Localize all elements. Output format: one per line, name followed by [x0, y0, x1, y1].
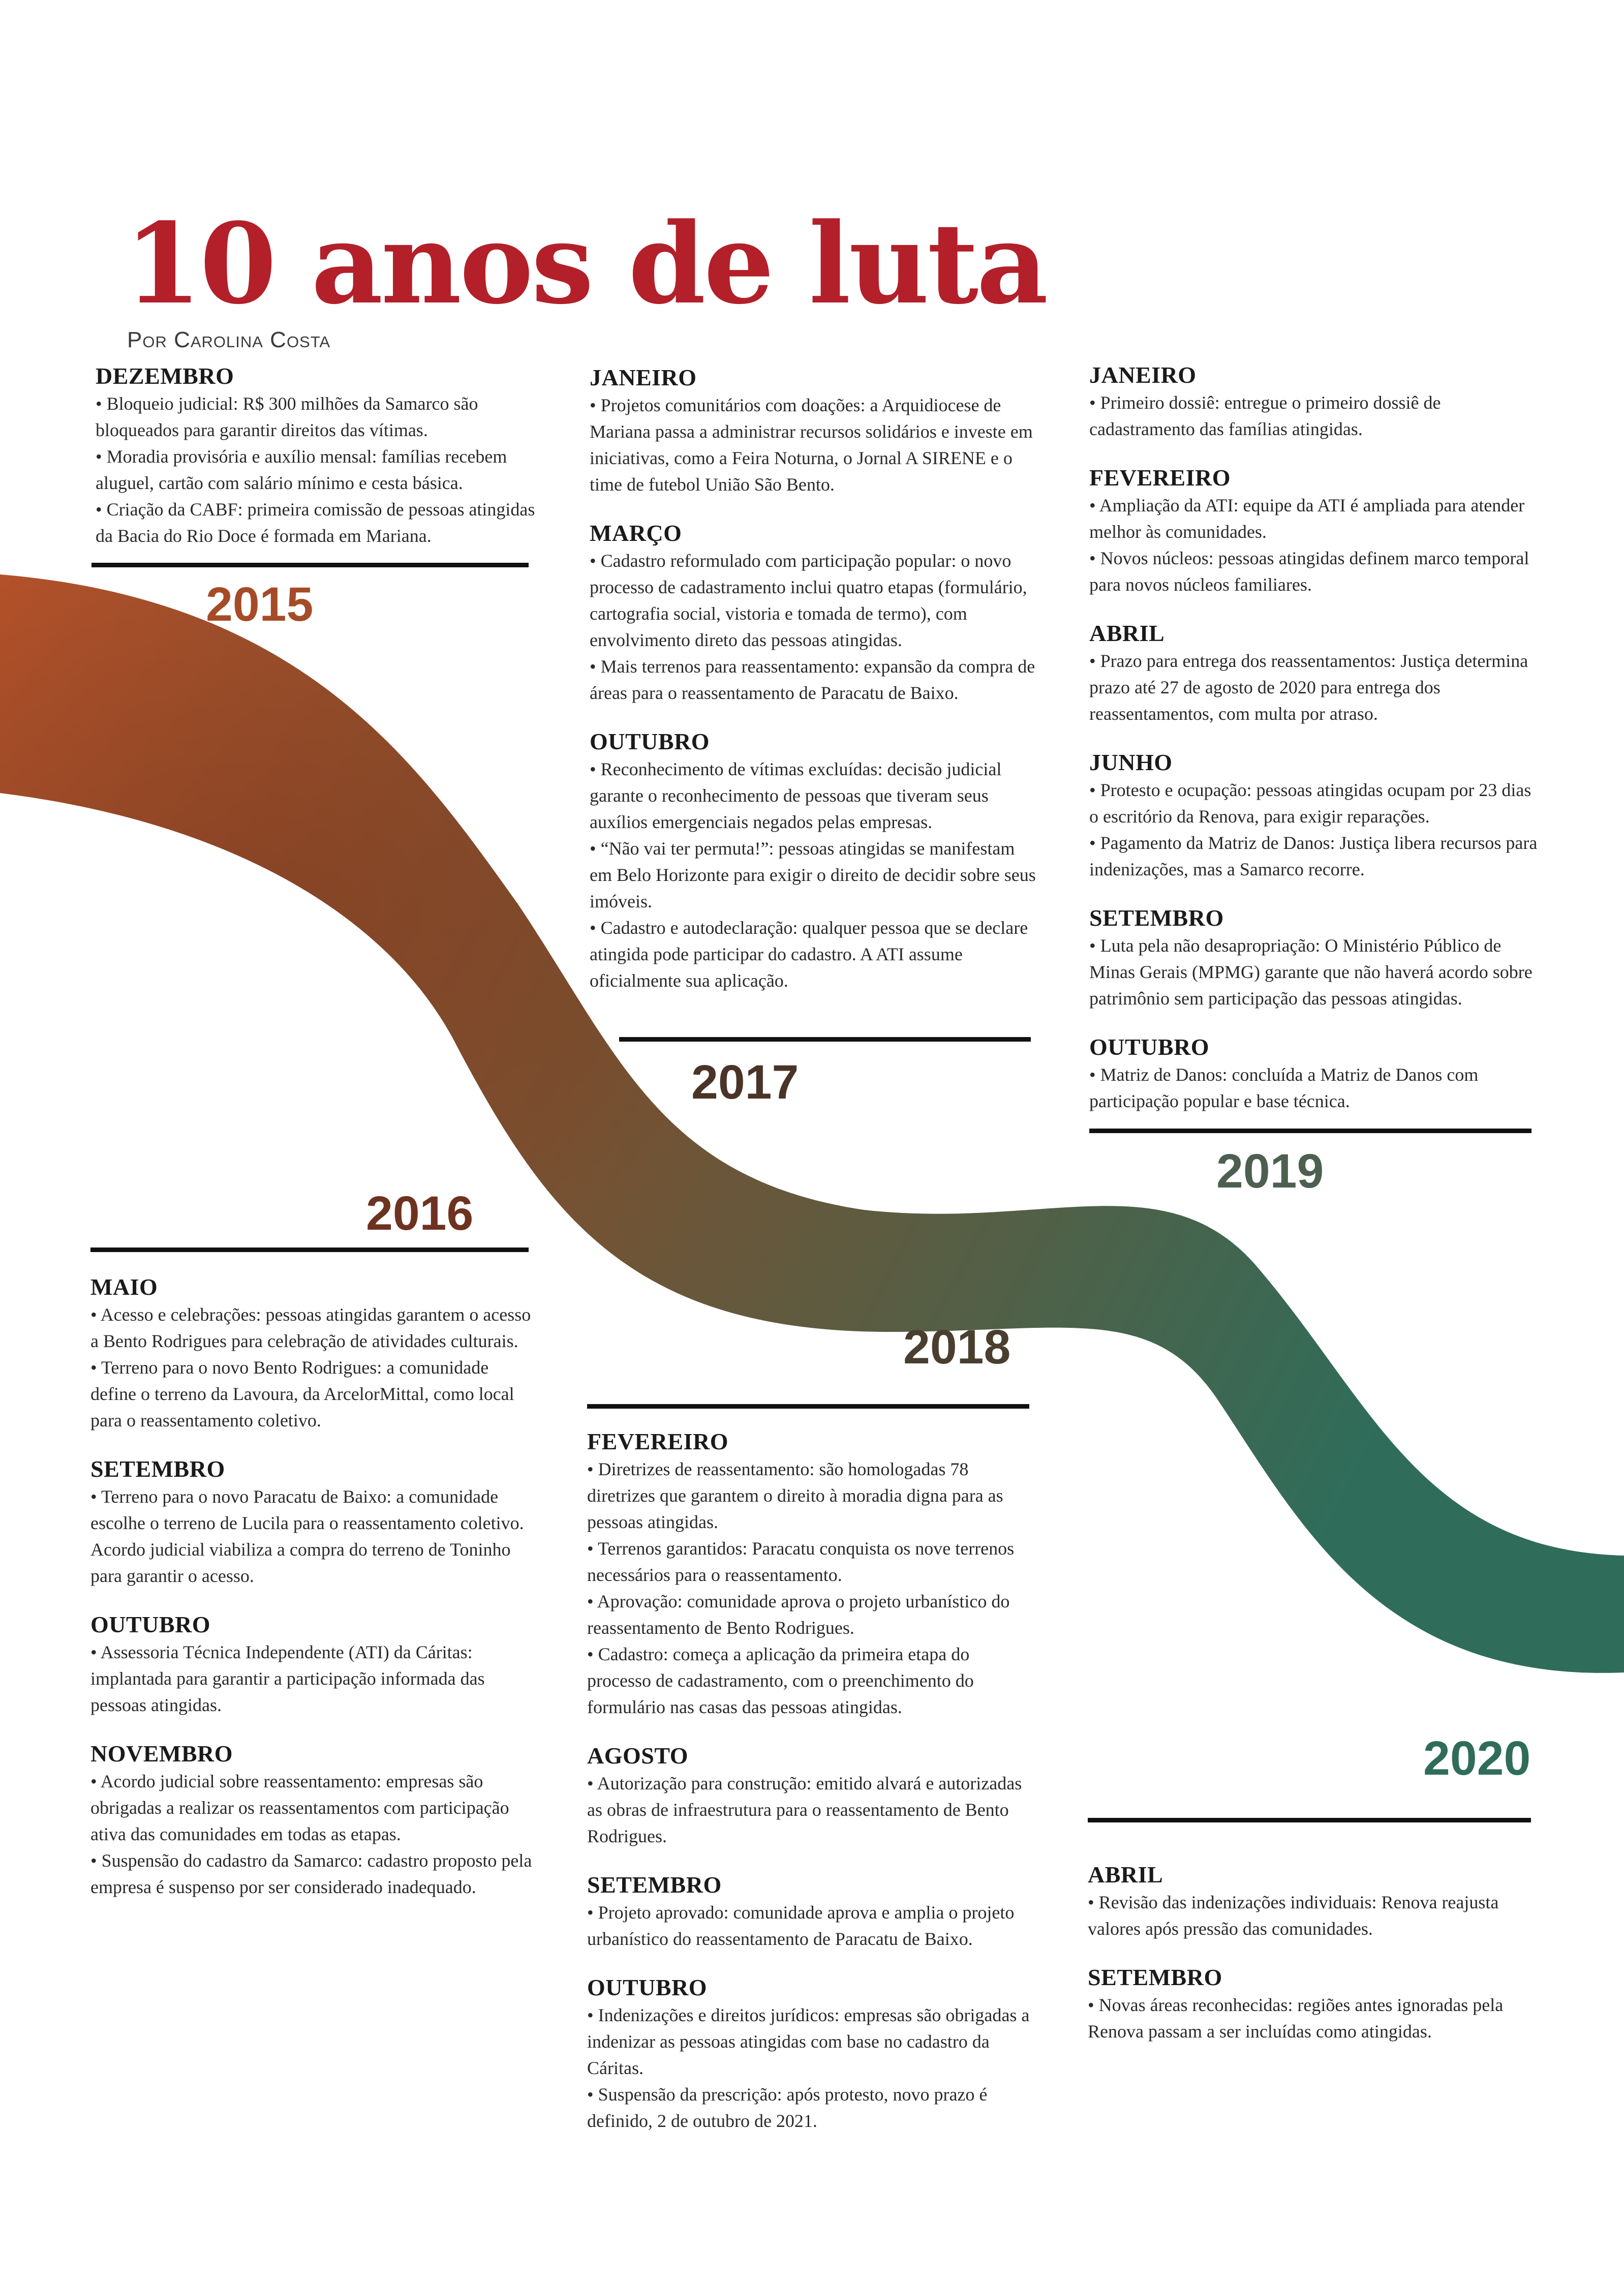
timeline-event: • Cadastro reformulado com participação popular: o novo processo de cadastramento inclui quatro etapas (formulário, cartografia social, vistoria e tomada de termo), com envolvimento direto das pessoas atingidas. — [590, 551, 1027, 650]
timeline-column-2017 — [590, 363, 1037, 994]
timeline-event: • Reconhecimento de vítimas excluídas: decisão judicial garante o reconhecimento de pessoas que tiveram seus auxílios emergenciais negados pelas empresas. — [590, 759, 1002, 832]
divider-2020 — [1088, 1818, 1531, 1822]
timeline-event: • Suspensão do cadastro da Samarco: cadastro proposto pela empresa é suspenso por ser considerado inadequado. — [90, 1850, 532, 1897]
year-label-2016: 2016 — [366, 1186, 474, 1240]
month-heading: OUTUBRO — [1089, 1034, 1210, 1060]
timeline-event: • Terreno para o novo Paracatu de Baixo: a comunidade escolhe o terreno de Lucila para o reassentamento coletivo. Acordo judicial viabiliza a compra do terreno de Toninho para garantir o acesso. — [90, 1486, 524, 1586]
month-heading: NOVEMBRO — [90, 1741, 233, 1767]
timeline-column-2019 — [1089, 361, 1542, 1114]
timeline-event: • Projeto aprovado: comunidade aprova e amplia o projeto urbanístico do reassentamento de Paracatu de Baixo. — [587, 1902, 1015, 1949]
timeline-event: • Matriz de Danos: concluída a Matriz de Danos com participação popular e base técnica. — [1089, 1064, 1479, 1111]
month-heading: JUNHO — [1089, 749, 1173, 775]
divider-2017 — [619, 1037, 1031, 1042]
timeline-column-2016 — [90, 1273, 538, 1900]
timeline-event: • Revisão das indenizações individuais: Renova reajusta valores após pressão das comunidades. — [1088, 1892, 1499, 1939]
timeline-event: • Cadastro: começa a aplicação da primeira etapa do processo de cadastramento, com o preenchimento do formulário nas casas das pessoas atingidas. — [587, 1644, 974, 1717]
month-heading: OUTUBRO — [587, 1974, 708, 2000]
month-heading: JANEIRO — [1089, 362, 1197, 388]
month-heading: MARÇO — [590, 520, 682, 546]
month-heading: OUTUBRO — [590, 728, 710, 754]
timeline-event: • Primeiro dossiê: entregue o primeiro dossiê de cadastramento das famílias atingidas. — [1089, 392, 1441, 439]
timeline-event: • Autorização para construção: emitido alvará e autorizadas as obras de infraestrutura para o reassentamento de Bento Rodrigues. — [587, 1773, 1022, 1846]
timeline-column-2020 — [1088, 1861, 1535, 2045]
timeline-event: • Terreno para o novo Bento Rodrigues: a comunidade define o terreno da Lavoura, da ArcelorMittal, como local para o reassentamento coletivo. — [90, 1357, 514, 1431]
year-label-2019: 2019 — [1216, 1144, 1324, 1198]
month-heading: MAIO — [90, 1274, 158, 1300]
timeline-event: • “Não vai ter permuta!”: pessoas atingidas se manifestam em Belo Horizonte para exigir o direito de decidir sobre seus imóveis. — [590, 838, 1036, 911]
month-heading: DEZEMBRO — [96, 363, 234, 389]
timeline-column-2018 — [587, 1427, 1034, 2134]
timeline-event: • Suspensão da prescrição: após protesto, novo prazo é definido, 2 de outubro de 2021. — [587, 2084, 988, 2131]
timeline-event: • Cadastro e autodeclaração: qualquer pessoa que se declare atingida pode participar do cadastro. A ATI assume oficialmente sua aplicação. — [590, 918, 1028, 991]
divider-2016 — [90, 1248, 529, 1252]
month-heading: AGOSTO — [587, 1743, 688, 1769]
divider-2019 — [1089, 1129, 1531, 1133]
timeline-event: • Ampliação da ATI: equipe da ATI é ampliada para atender melhor às comunidades. — [1089, 495, 1525, 542]
timeline-event: • Novos núcleos: pessoas atingidas definem marco temporal para novos núcleos familiares. — [1089, 548, 1529, 595]
timeline-event: • Pagamento da Matriz de Danos: Justiça libera recursos para indenizações, mas a Samarco recorre. — [1089, 833, 1538, 879]
month-heading: FEVEREIRO — [1089, 465, 1231, 491]
timeline-event: • Criação da CABF: primeira comissão de pessoas atingidas da Bacia do Rio Doce é formada em Mariana. — [96, 499, 535, 546]
month-heading: SETEMBRO — [587, 1872, 722, 1898]
year-label-2017: 2017 — [691, 1055, 799, 1109]
timeline-event: • Aprovação: comunidade aprova o projeto urbanístico do reassentamento de Bento Rodrigues. — [587, 1591, 1010, 1638]
month-heading: FEVEREIRO — [587, 1428, 728, 1454]
month-heading: OUTUBRO — [90, 1611, 211, 1637]
timeline-event: • Acordo judicial sobre reassentamento: empresas são obrigadas a realizar os reassentamentos com participação ativa das comunidades em todas as etapas. — [90, 1771, 509, 1844]
month-heading: SETEMBRO — [90, 1456, 225, 1482]
author-byline: Por Carolina Costa — [127, 327, 331, 352]
timeline-event: • Protesto e ocupação: pessoas atingidas ocupam por 23 dias o escritório da Renova, para exigir reparações. — [1089, 780, 1531, 827]
page-title: 10 anos de luta — [125, 199, 1047, 329]
timeline-event: • Projetos comunitários com doações: a Arquidiocese de Mariana passa a administrar recursos solidários e investe em iniciativas, como a Feira Noturna, o Jornal A SIRENE e o time de futebol União São Bento. — [590, 395, 1033, 495]
timeline-event: • Moradia provisória e auxílio mensal: famílias recebem aluguel, cartão com salário mínimo e cesta básica. — [96, 446, 507, 493]
divider-2015 — [91, 563, 529, 567]
timeline-event: • Terrenos garantidos: Paracatu conquista os nove terrenos necessários para o reassentamento. — [587, 1538, 1015, 1585]
timeline-event: • Novas áreas reconhecidas: regiões antes ignoradas pela Renova passam a ser incluídas como atingidas. — [1088, 1995, 1504, 2042]
timeline-event: • Bloqueio judicial: R$ 300 milhões da Samarco são bloqueados para garantir direitos das vítimas. — [96, 393, 478, 440]
month-heading: SETEMBRO — [1088, 1964, 1222, 1990]
divider-2018 — [587, 1404, 1029, 1409]
month-heading: JANEIRO — [590, 364, 697, 390]
timeline-event: • Diretrizes de reassentamento: são homologadas 78 diretrizes que garantem o direito à moradia digna para as pessoas atingidas. — [587, 1459, 1003, 1532]
timeline-event: • Prazo para entrega dos reassentamentos: Justiça determina prazo até 27 de agosto de 2020 para entrega dos reassentamentos, com multa por atraso. — [1089, 651, 1528, 724]
year-label-2020: 2020 — [1423, 1731, 1531, 1785]
month-heading: ABRIL — [1088, 1862, 1163, 1888]
year-label-2018: 2018 — [903, 1320, 1011, 1374]
year-label-2015: 2015 — [206, 577, 314, 631]
timeline-column-2015 — [96, 362, 543, 549]
timeline-event: • Acesso e celebrações: pessoas atingidas garantem o acesso a Bento Rodrigues para celebração de atividades culturais. — [90, 1304, 531, 1351]
timeline-event: • Luta pela não desapropriação: O Ministério Público de Minas Gerais (MPMG) garante que não haverá acordo sobre patrimônio sem participação das pessoas atingidas. — [1089, 935, 1533, 1009]
timeline-event: • Indenizações e direitos jurídicos: empresas são obrigadas a indenizar as pessoas atingidas com base no cadastro da Cáritas. — [587, 2005, 1030, 2078]
month-heading: ABRIL — [1089, 620, 1165, 646]
timeline-event: • Mais terrenos para reassentamento: expansão da compra de áreas para o reassentamento de Paracatu de Baixo. — [590, 656, 1035, 703]
month-heading: SETEMBRO — [1089, 905, 1224, 931]
timeline-event: • Assessoria Técnica Independente (ATI) da Cáritas: implantada para garantir a participação informada das pessoas atingidas. — [90, 1642, 485, 1715]
